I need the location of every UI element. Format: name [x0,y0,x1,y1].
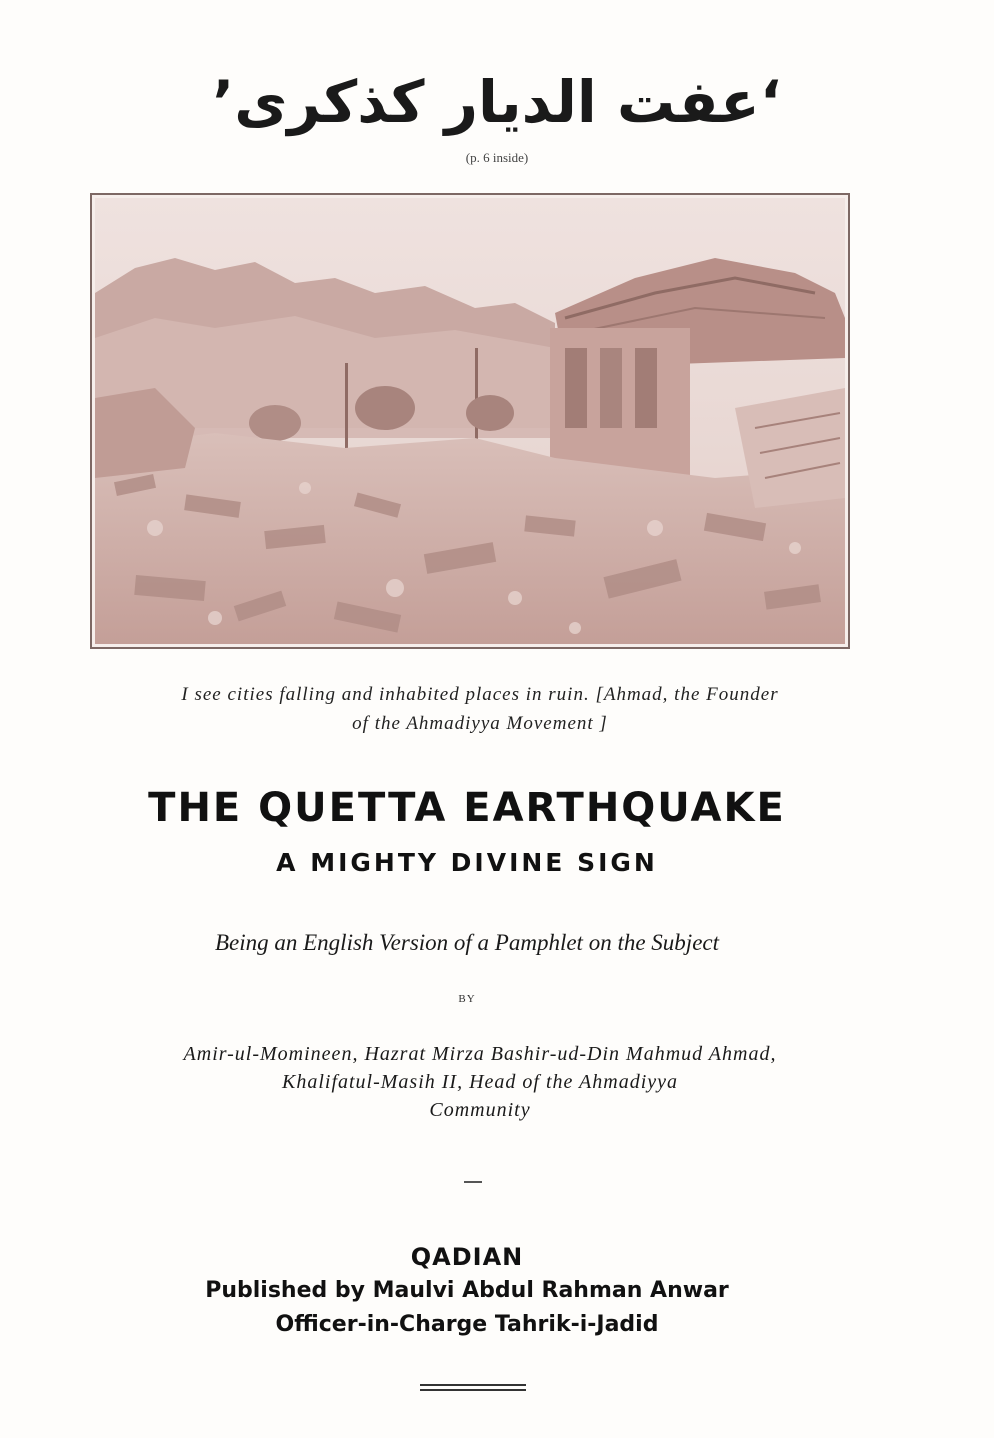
separator-dash [464,1181,482,1183]
by-label: BY [458,993,476,1005]
author-line-3: Community [429,1099,531,1121]
photo-caption [80,680,880,738]
document-subtitle: A MIGHTY DIVINE SIGN [276,848,658,877]
document-title: THE QUETTA EARTHQUAKE [148,785,786,831]
earthquake-ruins-photo [90,193,850,649]
caption-line-1: I see cities falling and inhabited places in ruin. [Ahmad, the Founder [181,684,779,705]
author-line-2: Khalifatul-Masih II, Head of the Ahmadiyya [281,1071,679,1093]
caption-line-2: of the Ahmadiyya Movement ] [352,713,608,734]
version-line: Being an English Version of a Pamphlet on the Subject [214,930,719,955]
ruins-photo-illustration [95,198,845,644]
publisher-line-2: Officer-in-Charge Tahrik-i-Jadid [275,1312,659,1337]
author-line-1: Amir-ul-Momineen, Hazrat Mirza Bashir-ud-Din Mahmud Ahmad, [183,1043,777,1065]
page-reference: (p. 6 inside) [465,150,529,165]
publisher-block [0,1240,964,1342]
author-block [80,1040,880,1124]
arabic-title: ‘عفت الديار كذكرى’ [212,68,782,136]
double-rule-divider [420,1384,526,1391]
publisher-city: QADIAN [410,1243,524,1271]
publisher-line-1: Published by Maulvi Abdul Rahman Anwar [205,1278,729,1303]
